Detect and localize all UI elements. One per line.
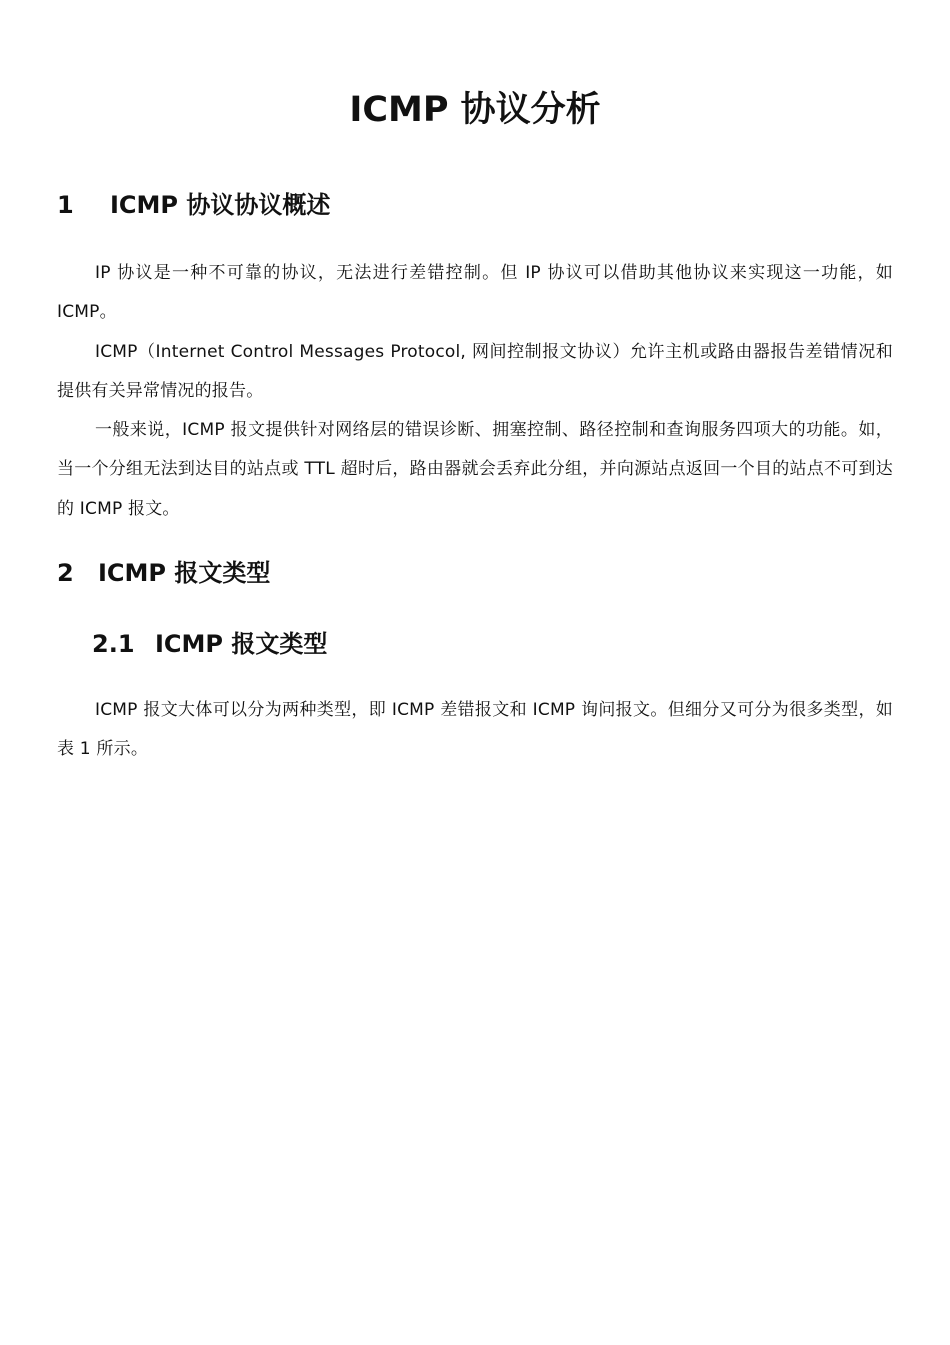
paragraph: 一般来说，ICMP 报文提供针对网络层的错误诊断、拥塞控制、路径控制和查询服务四项大的功能。如，当一个分组无法到达目的站点或 TTL 超时后，路由器就会丢弃此分组，并向源站点返回一个目的站点不可到达的 ICMP 报文。 [57,420,893,519]
section-number: 2 [57,559,74,587]
section-heading-2 [57,556,270,590]
subsection-title: ICMP 报文类型 [155,630,328,658]
paragraph: ICMP 报文大体可以分为两种类型，即 ICMP 差错报文和 ICMP 询问报文。但细分又可分为很多类型，如表 1 所示。 [57,700,893,760]
section-title: ICMP 协议协议概述 [110,191,331,219]
section-heading-1 [57,188,330,222]
paragraph: ICMP（Internet Control Messages Protocol, 网间控制报文协议）允许主机或路由器报告差错情况和提供有关异常情况的报告。 [57,342,893,402]
section-title: ICMP 报文类型 [98,559,271,587]
document-title: ICMP 协议分析 [349,90,601,130]
section-number: 1 [57,191,74,219]
subsection-heading-2-1 [92,627,327,661]
paragraph: IP 协议是一种不可靠的协议，无法进行差错控制。但 IP 协议可以借助其他协议来实现这一功能，如 ICMP。 [57,263,893,323]
subsection-number: 2.1 [92,630,135,658]
